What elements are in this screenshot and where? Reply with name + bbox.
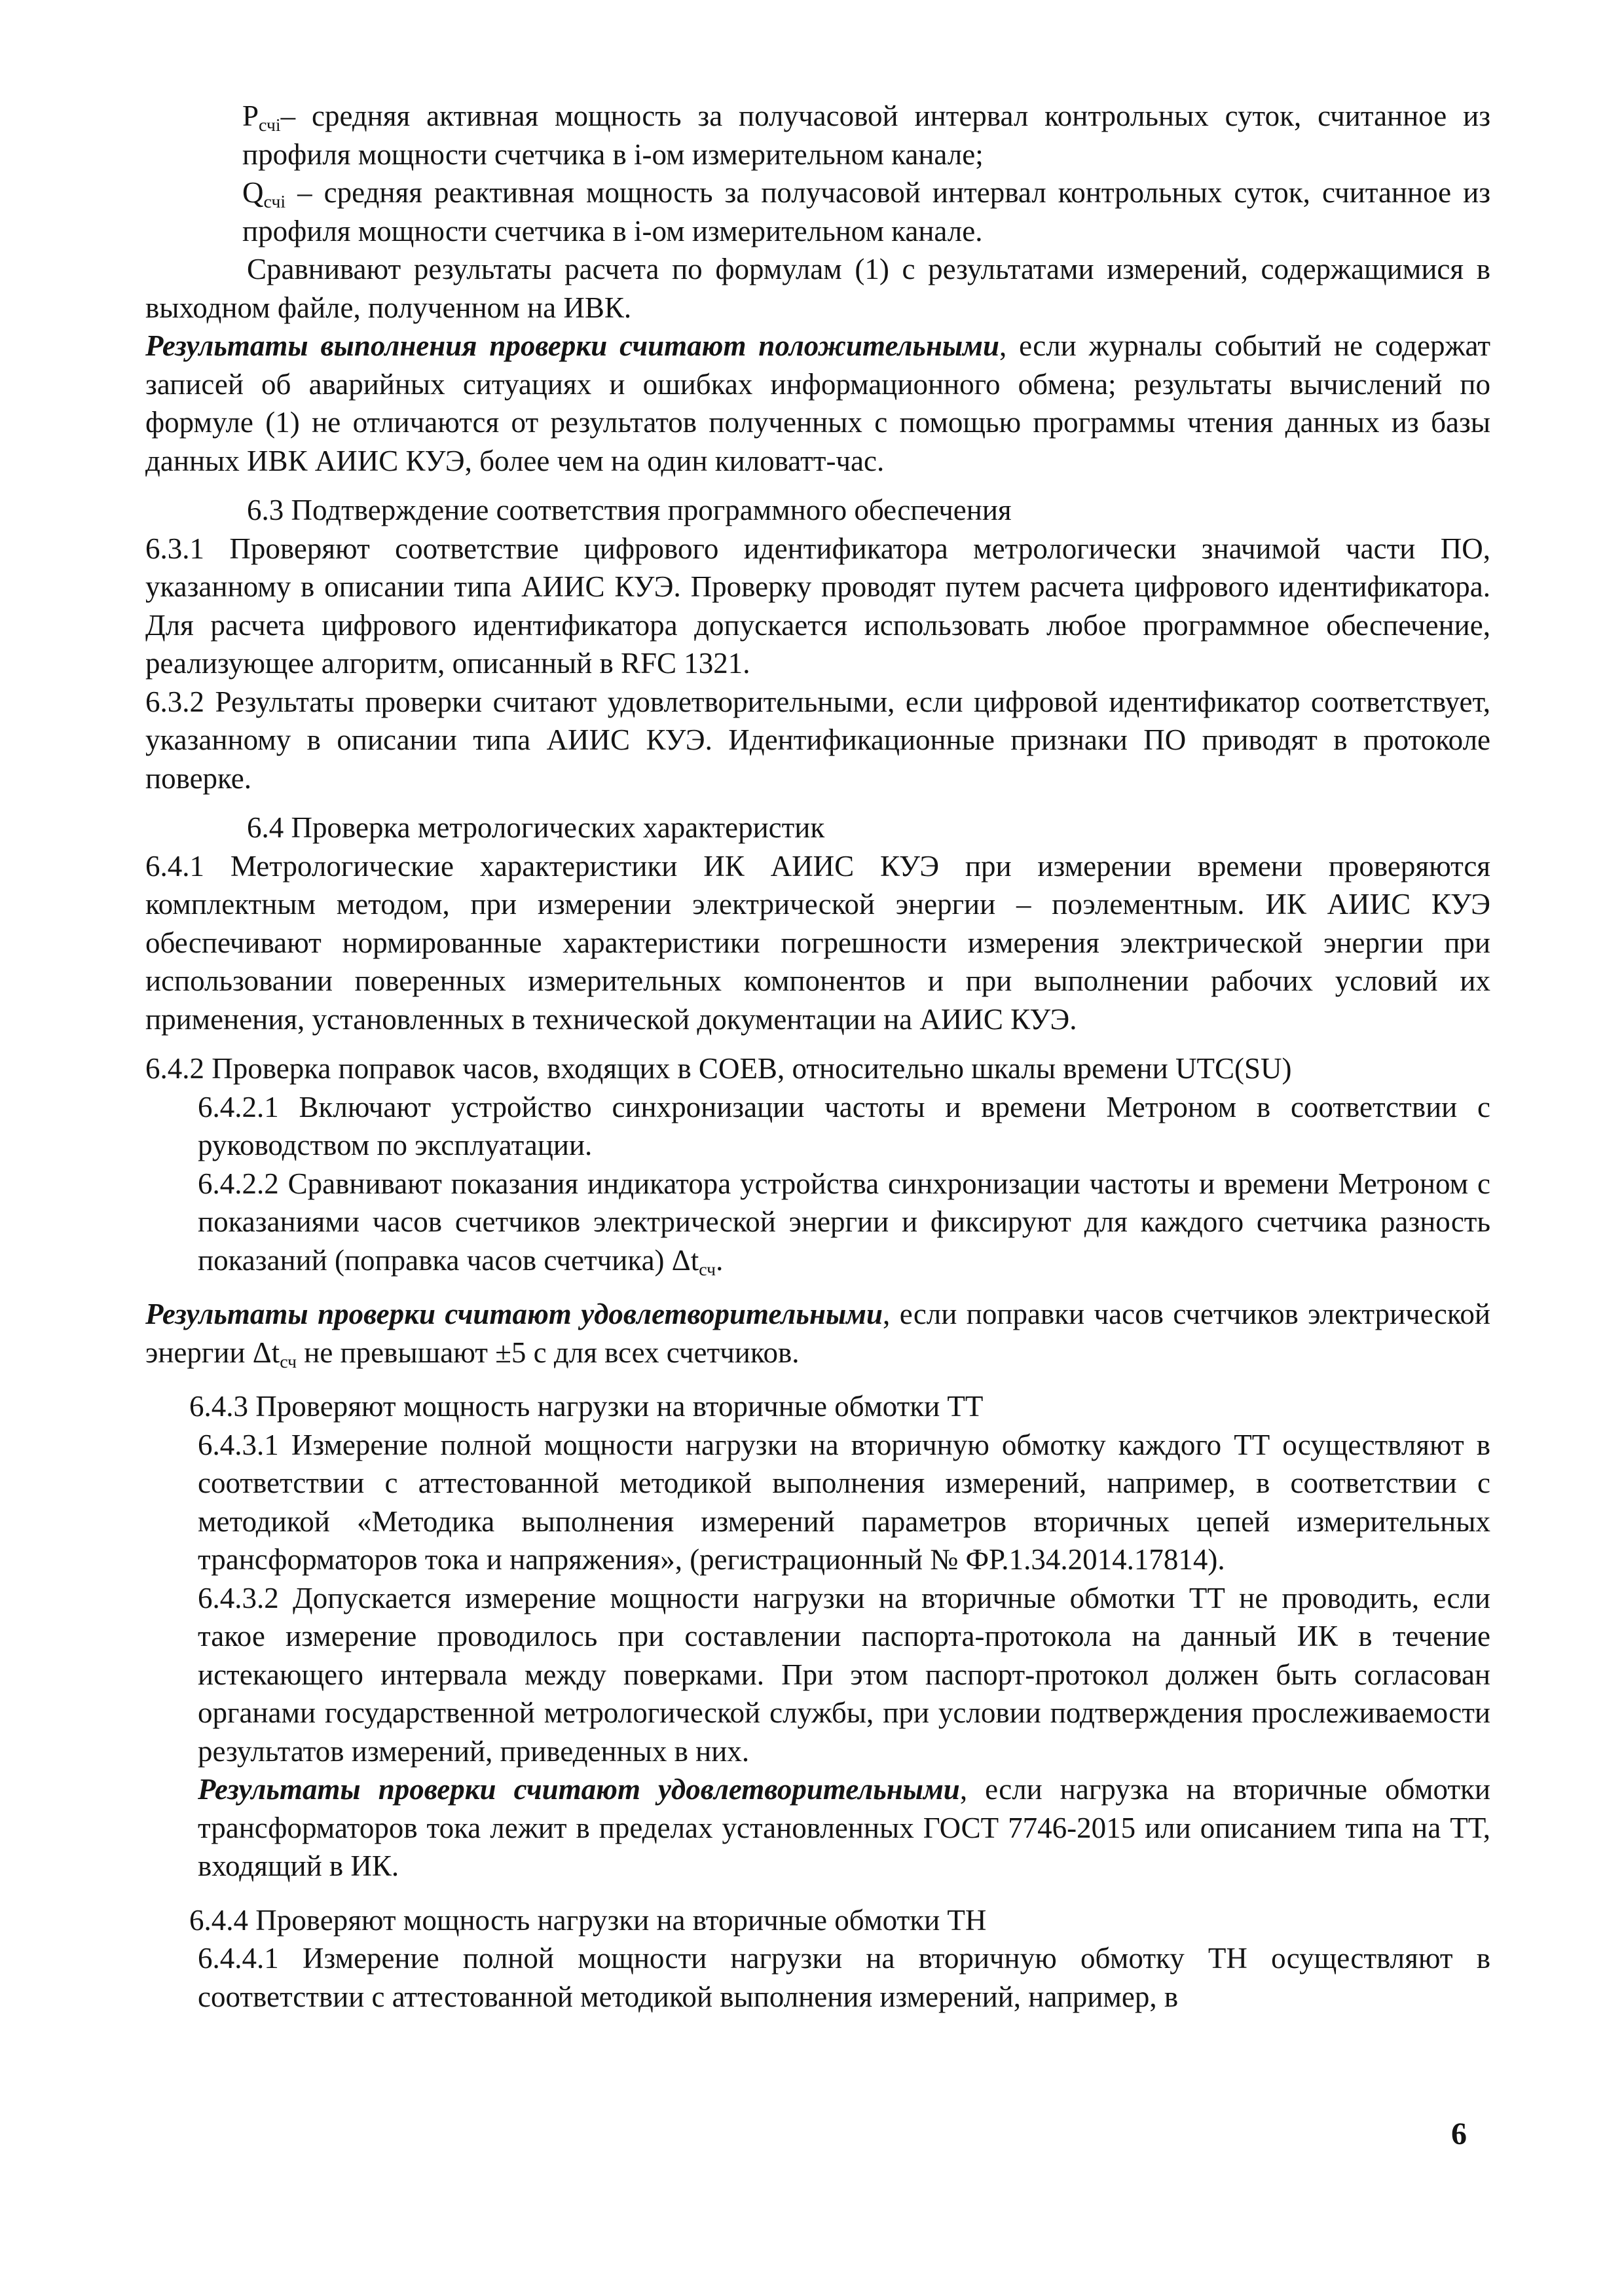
section-6-4-2-body <box>145 1088 1490 1280</box>
delta-t-subscript: сч <box>699 1259 716 1280</box>
section-6-4-3-heading: 6.4.3 Проверяют мощность нагрузки на вторичные обмотки ТТ <box>189 1390 984 1423</box>
section-6-3-heading: 6.3 Подтверждение соответствия программного обеспечения <box>247 494 1012 526</box>
result-1-text: , если журналы событий не содержат записей об аварийных ситуациях и ошибках информационного обмена; результаты вычислений по формуле (1) не отличаются от результатов полученных с помощью программы чтения данных из базы данных ИВК АИИС КУЭ, более чем на один киловатт-час. <box>145 329 1491 477</box>
symbol-p-subscript: счi <box>259 115 281 136</box>
compare-paragraph: Сравнивают результаты расчета по формулам (1) с результатами измерений, содержащимися в выходном файле, полученном на ИВК. <box>145 253 1490 324</box>
section-6-4-3-body <box>145 1426 1490 1886</box>
definition-q <box>145 173 1490 250</box>
definition-p-text: – средняя активная мощность за получасовой интервал контрольных суток, считанное из профиля мощности счетчика в i-ом измерительном канале; <box>242 100 1490 171</box>
section-6-4-heading: 6.4 Проверка метрологических характеристик <box>247 811 825 844</box>
section-6-4-4-heading: 6.4.4 Проверяют мощность нагрузки на вторичные обмотки ТН <box>189 1903 987 1937</box>
page-number: 6 <box>1451 2117 1467 2151</box>
symbol-q-subscript: счi <box>263 191 286 212</box>
section-6-4-4-body <box>145 1939 1490 2016</box>
definition-p <box>145 97 1490 173</box>
section-6-4-2-heading: 6.4.2 Проверка поправок часов, входящих в СОЕВ, относительно шкалы времени UTC(SU) <box>145 1052 1292 1085</box>
result-1-emphasis: Результаты выполнения проверки считают положительными <box>145 329 1000 362</box>
section-6-4-2-1: 6.4.2.1 Включают устройство синхронизации частоты и времени Метроном в соответствии с руководством по эксплуатации. <box>198 1090 1490 1161</box>
section-6-4-1: 6.4.1 Метрологические характеристики ИК АИИС КУЭ при измерении времени проверяются комплектным методом, при измерении электрической энергии – поэлементным. ИК АИИС КУЭ обеспечивают нормированные характеристики погрешности измерения электрической энергии при использовании поверенных измерительных компонентов и при выполнении рабочих условий их применения, установленных в технической документации на АИИС КУЭ. <box>145 849 1490 1036</box>
section-6-3-2: 6.3.2 Результаты проверки считают удовлетворительными, если цифровой идентификатор соответствует, указанному в описании типа АИИС КУЭ. Идентификационные признаки ПО приводят в протоколе поверке. <box>145 685 1490 795</box>
page-content <box>145 97 1490 2016</box>
result-paragraph-1 <box>145 327 1490 480</box>
definition-q-text: – средняя реактивная мощность за получасовой интервал контрольных суток, считанное из профиля мощности счетчика в i-ом измерительном канале. <box>242 176 1490 247</box>
symbol-p: P <box>242 100 259 132</box>
result-paragraph-3: Результаты проверки считают удовлетворительными, если нагрузка на вторичные обмотки трансформаторов тока лежит в пределах установленных ГОСТ 7746-2015 или описанием типа на ТТ, входящий в ИК. <box>198 1773 1490 1882</box>
section-6-4-3-2: 6.4.3.2 Допускается измерение мощности нагрузки на вторичные обмотки ТТ не проводить, если такое измерение проводилось при составлении паспорта-протокола на данный ИК в течение истекающего интервала между поверками. При этом паспорт-протокол должен быть согласован органами государственной метрологической службы, при условии подтверждения прослеживаемости результатов измерений, приведенных в них. <box>198 1581 1490 1768</box>
section-6-4-2-2: 6.4.2.2 Сравнивают показания индикатора устройства синхронизации частоты и времени Метроном с показаниями часов счетчиков электрической энергии и фиксируют для каждого счетчика разность показаний (поправка часов счетчика) $\Delta t_{сч}$. <box>198 1167 1490 1280</box>
result-paragraph-2: Результаты проверки считают удовлетворительными, если поправки часов счетчиков электрической энергии $\Delta t_{сч}$ не превышают ±5 с для всех счетчиков. <box>145 1298 1491 1372</box>
delta-t-subscript-2: сч <box>280 1351 297 1372</box>
result-3-emphasis: Результаты проверки считают удовлетворительными <box>198 1773 960 1806</box>
section-6-4-4-1: 6.4.4.1 Измерение полной мощности нагрузки на вторичную обмотку ТН осуществляют в соответствии с аттестованной методикой выполнения измерений, например, в <box>198 1942 1490 2013</box>
section-6-4-3-1: 6.4.3.1 Измерение полной мощности нагрузки на вторичную обмотку каждого ТТ осуществляют в соответствии с аттестованной методикой выполнения измерений, например, в соответствии с методикой «Методика выполнения измерений параметров вторичных цепей измерительных трансформаторов тока и напряжения», (регистрационный № ФР.1.34.2014.17814). <box>198 1428 1490 1576</box>
result-2-emphasis: Результаты проверки считают удовлетворительными <box>145 1298 883 1330</box>
section-6-3-1: 6.3.1 Проверяют соответствие цифрового идентификатора метрологически значимой части ПО, указанному в описании типа АИИС КУЭ. Проверку проводят путем расчета цифрового идентификатора. Для расчета цифрового идентификатора допускается использовать любое программное обеспечение, реализующее алгоритм, описанный в RFC 1321. <box>145 532 1490 680</box>
symbol-q: Q <box>242 176 264 209</box>
